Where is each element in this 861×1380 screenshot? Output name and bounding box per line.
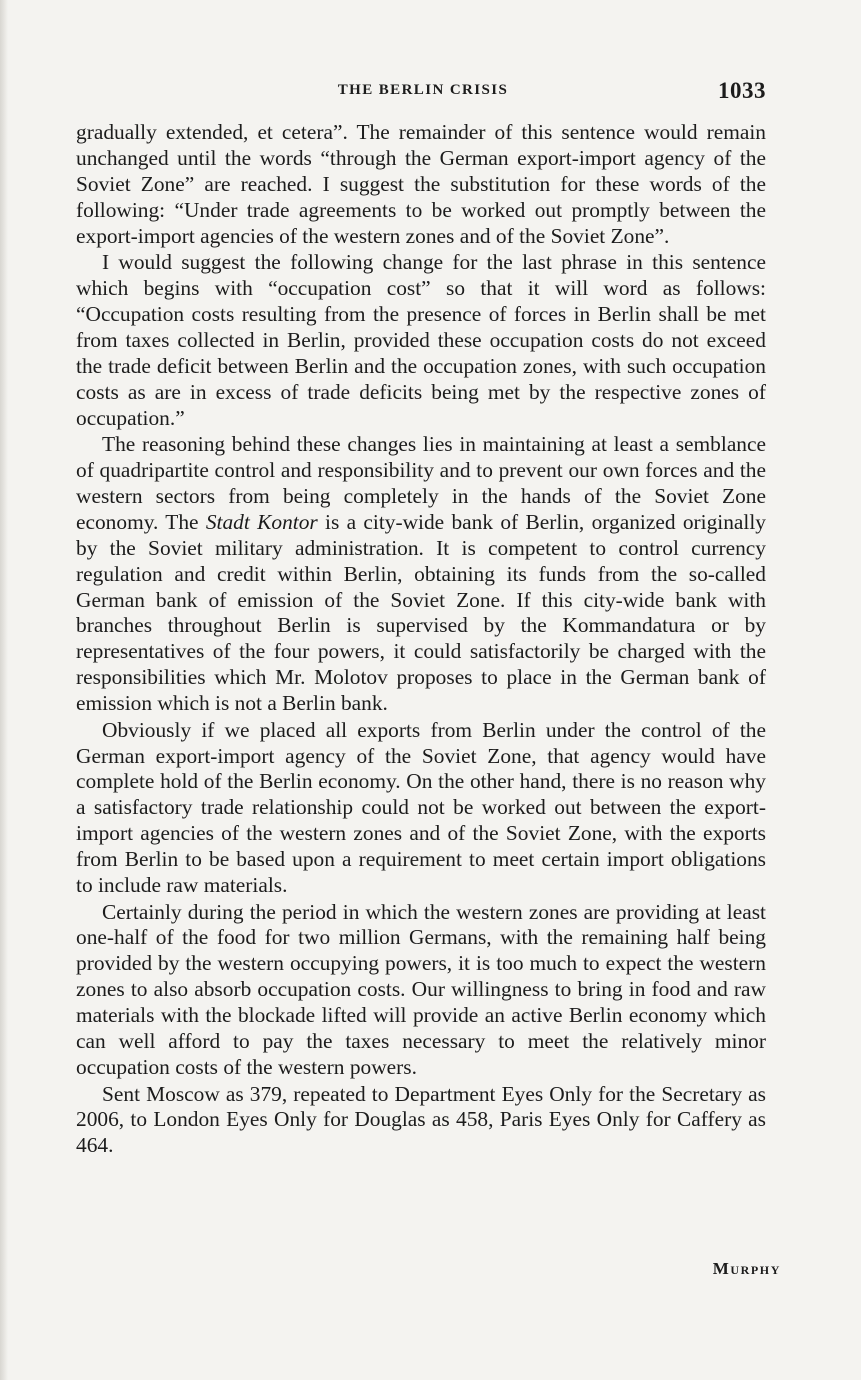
paragraph-2: I would suggest the following change for the last phrase in this sentence which begins with “occupation cost” so that it will word as follows: “Occupation costs resulting from the presence of forces in Berlin shall be met from taxes collected in Berlin, provided these occupation costs do not exceed the trade deficit between Berlin and the occupation zones, with such occupation costs as are in excess of trade deficits being met by the respective zones of occupation.” bbox=[76, 250, 766, 430]
running-title: THE BERLIN CRISIS bbox=[337, 82, 509, 98]
page-edge-shadow bbox=[0, 0, 8, 1380]
paragraph-6: Sent Moscow as 379, repeated to Department Eyes Only for the Secretary as 2006, to London Eyes Only for Douglas as 458, Paris Eyes Only for Caffery as 464. bbox=[76, 1081, 766, 1158]
stadt-kontor-term: Stadt Kontor bbox=[205, 509, 318, 534]
page-number: 1033 bbox=[718, 78, 766, 103]
body-text bbox=[76, 120, 766, 1159]
paragraph-3-text-after: is a city-wide bank of Berlin, organized originally by the Soviet military administration. It is competent to control currency regulation and credit within Berlin, obtaining its funds from the so-called German bank of emission of the Soviet Zone. If this city-wide bank with branches throughout Berlin is supervised by the Kommandatura or by representatives of the four powers, it could satisfactorily be charged with the responsibilities which Mr. Molotov proposes to place in the German bank of emission which is not a Berlin bank. bbox=[76, 509, 766, 716]
signature: Murphy bbox=[712, 1259, 781, 1278]
paragraph-4: Obviously if we placed all exports from Berlin under the control of the German export-import agency of the Soviet Zone, that agency would have complete hold of the Berlin economy. On the other hand, there is no reason why a satisfactory trade relationship could not be worked out between the export-import agencies of the western zones and of the Soviet Zone, with the exports from Berlin to be based upon a requirement to meet certain import obligations to include raw materials. bbox=[76, 717, 766, 898]
running-header bbox=[80, 78, 766, 106]
paragraph-3-text-before: The reasoning behind these changes lies in maintaining at least a semblance of quadripartite control and responsibility and to prevent our own forces and the western sectors from being completely in the hands of the Soviet Zone economy. The bbox=[76, 432, 766, 534]
paragraph-1: gradually extended, et cetera”. The remainder of this sentence would remain unchanged until the words “through the German export-import agency of the Soviet Zone” are reached. I suggest the substitution for these words of the following: “Under trade agreements to be worked out promptly between the export-import agencies of the western zones and of the Soviet Zone”. bbox=[76, 120, 766, 248]
paragraph-3 bbox=[76, 432, 766, 717]
paragraph-5: Certainly during the period in which the western zones are providing at least one-half of the food for two million Germans, with the remaining half being provided by the western occupying powers, it is too much to expect the western zones to also absorb occupation costs. Our willingness to bring in food and raw materials with the blockade lifted will provide an active Berlin economy which can well afford to pay the taxes necessary to meet the relatively minor occupation costs of the western powers. bbox=[76, 899, 766, 1079]
